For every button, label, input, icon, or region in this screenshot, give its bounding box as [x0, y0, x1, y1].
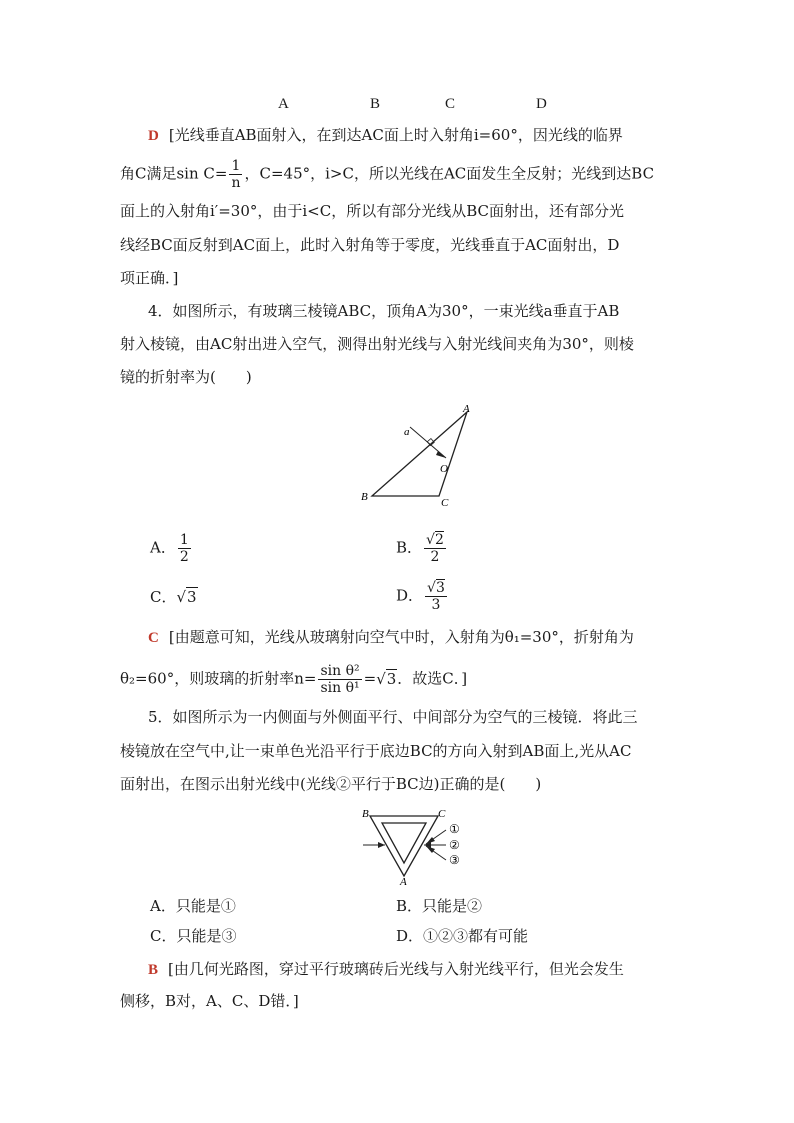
- q4-option-c-label: C．: [150, 588, 177, 606]
- q4-option-d-den: 3: [431, 597, 441, 613]
- q3-answer-line-4: 线经BC面反射到AC面上，此时入射角等于零度，光线垂直于AC面射出，D: [120, 236, 620, 254]
- prev-option-a: A: [278, 96, 289, 112]
- q5-answer-letter: B: [148, 962, 159, 978]
- q4-option-a-num: 1: [179, 532, 189, 548]
- q5-answer-line-1: [148, 958, 708, 981]
- q5-label-c: C: [438, 808, 446, 820]
- q4-label-ray-a: a: [404, 426, 410, 438]
- q4-option-b: B． $\frac{√2}{2}$: [396, 532, 444, 565]
- q4-option-a-label: A．: [150, 538, 176, 557]
- q4-option-d-num: 3: [435, 580, 445, 596]
- q4-answer-line-1: [148, 626, 708, 649]
- q4-answer-text-1: [由题意可知，光线从玻璃射向空气中时，入射角为θ₁=30°，折射角为: [168, 628, 634, 646]
- q4-answer-frac-den: sin θ¹: [320, 680, 360, 696]
- q5-option-a: A．只能是①: [150, 897, 236, 915]
- q4-option-d: D． $\frac{√3}{3}$: [396, 580, 445, 613]
- q5-answer-line-2: 侧移，B对，A、C、D错．]: [120, 992, 299, 1010]
- q4-answer-text-2b: ．故选C．]: [397, 669, 468, 688]
- q5-inner-triangle: [382, 823, 426, 863]
- q4-option-a: [150, 532, 193, 565]
- q4-answer-sqrt: 3: [386, 669, 397, 688]
- q5-option-d: D．①②③都有可能: [396, 927, 529, 945]
- prev-option-d: D: [536, 96, 547, 112]
- q4-option-d-label: D．: [396, 586, 424, 605]
- q4-prism-figure: [350, 400, 480, 512]
- q3-answer-line-3: 面上的入射角i′=30°，由于i<C，所以有部分光线从BC面射出，还有部分光: [120, 202, 624, 220]
- q4-answer-eq: =: [363, 669, 377, 688]
- q5-option-b: B．只能是②: [396, 897, 483, 915]
- q4-answer-frac-num: sin θ²: [320, 663, 360, 679]
- q4-option-b-label: B．: [396, 538, 423, 557]
- q4-label-b: B: [361, 491, 368, 503]
- q4-answer-text-2a: θ₂=60°，则玻璃的折射率n=: [120, 669, 317, 688]
- q5-option-c: C．只能是③: [150, 927, 237, 945]
- q4-label-c: C: [441, 497, 449, 509]
- q4-answer-line-2: θ₂=60°，则玻璃的折射率n= $\frac{\text{sin θ²}}{\text{sin θ¹}}$ =√3．故选C．]: [120, 663, 468, 696]
- q5-label-b: B: [362, 808, 369, 820]
- q4-option-c-value: 3: [187, 588, 197, 606]
- q5-answer-text-1: [由几何光路图，穿过平行玻璃砖后光线与入射光线平行，但光会发生: [168, 960, 624, 978]
- q4-text-line-3: 镜的折射率为( ): [120, 368, 252, 386]
- q5-label-a: A: [400, 876, 407, 886]
- q4-label-a: A: [463, 403, 470, 415]
- q4-prism-triangle: [372, 412, 467, 496]
- q3-answer-letter: D: [148, 128, 159, 144]
- q4-text-line-1: 4．如图所示，有玻璃三棱镜ABC，顶角A为30°，一束光线a垂直于AB: [148, 302, 620, 320]
- q5-incident-arrow: [378, 842, 385, 848]
- q5-label-ray-3: ③: [449, 853, 460, 867]
- q4-text-line-2: 射入棱镜，由AC射出进入空气，测得出射光线与入射光线间夹角为30°，则棱: [120, 335, 634, 353]
- q4-option-b-den: 2: [430, 549, 440, 565]
- q4-answer-fraction: [318, 663, 361, 696]
- q3-frac-den: n: [231, 175, 241, 191]
- q3-answer-text-2b: ，C=45°，i>C，所以光线在AC面发生全反射；光线到达BC: [244, 164, 655, 183]
- q3-answer-line-5: 项正确．]: [120, 269, 179, 287]
- q4-option-b-num: 2: [434, 532, 444, 548]
- q3-frac-num: 1: [229, 158, 242, 175]
- q3-answer-line-2: [120, 158, 680, 191]
- q5-text-line-2: 棱镜放在空气中,让一束单色光沿平行于底边BC的方向入射到AB面上,光从AC: [120, 742, 632, 760]
- q5-text-line-1: 5．如图所示为一内侧面与外侧面平行、中间部分为空气的三棱镜．将此三: [148, 708, 638, 726]
- q3-answer-text-1: [光线垂直AB面射入，在到达AC面上时入射角i=60°，因光线的临界: [168, 126, 623, 144]
- q3-answer-line-1: [148, 124, 708, 147]
- q3-answer-text-2a: 角C满足sin C=: [120, 164, 228, 183]
- q4-label-o: O: [440, 463, 448, 475]
- q4-answer-letter: C: [148, 630, 159, 646]
- q5-text-line-3: 面射出，在图示出射光线中(光线②平行于BC边)正确的是( ): [120, 775, 542, 793]
- q5-prism-figure: [358, 806, 478, 886]
- q4-option-c: C．√3: [150, 588, 197, 606]
- q5-label-ray-2: ②: [449, 838, 460, 852]
- q4-option-a-den: 2: [179, 549, 189, 565]
- q4-ray-arrow: [436, 451, 446, 458]
- prev-option-b: B: [370, 96, 381, 112]
- q5-label-ray-1: ①: [449, 822, 460, 836]
- prev-option-c: C: [445, 96, 456, 112]
- q3-fraction: [229, 158, 242, 191]
